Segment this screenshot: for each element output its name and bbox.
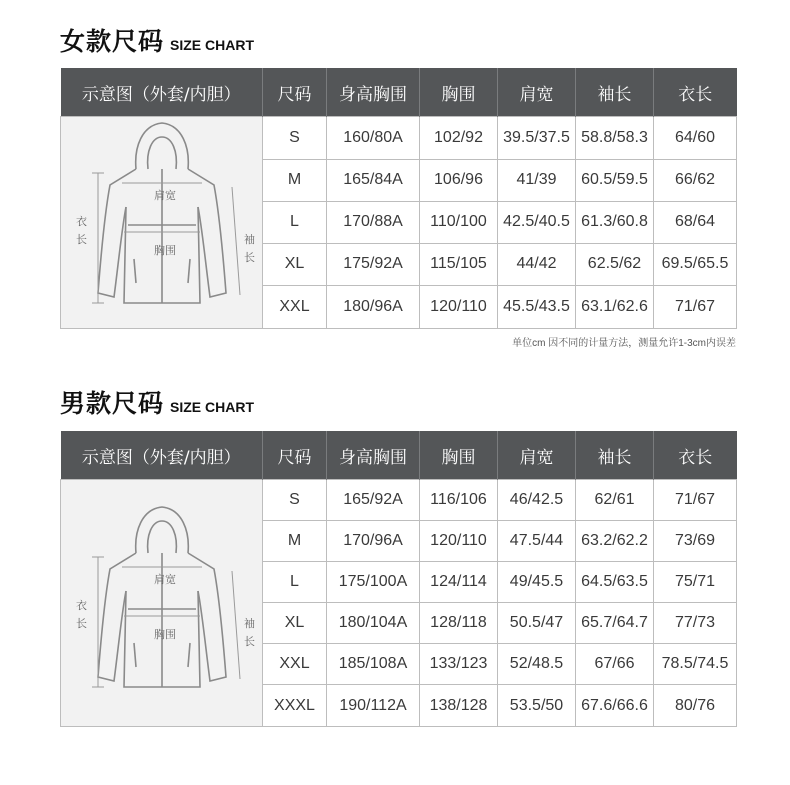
cell-height-chest: 165/84A [327, 160, 420, 202]
header-diagram: 示意图（外套/内胆） [61, 68, 263, 117]
cell-height-chest: 170/96A [327, 521, 420, 562]
header-height-chest: 身高胸围 [327, 68, 420, 117]
cell-chest: 120/110 [420, 521, 498, 562]
cell-sleeve: 63.1/62.6 [576, 285, 654, 328]
diagram-label-length-1: 衣 [75, 598, 87, 612]
header-chest: 胸围 [420, 68, 498, 117]
diagram-label-chest: 胸围 [153, 244, 176, 257]
men-size-chart-title [60, 384, 254, 420]
cell-length: 66/62 [654, 160, 737, 202]
men-title-en: SIZE CHART [170, 399, 255, 415]
table-row [61, 480, 737, 521]
header-shoulder: 肩宽 [498, 68, 576, 117]
cell-shoulder: 47.5/44 [498, 521, 576, 562]
cell-length: 78.5/74.5 [654, 644, 737, 685]
cell-size: S [263, 117, 327, 160]
cell-chest: 138/128 [420, 685, 498, 727]
cell-length: 64/60 [654, 117, 737, 160]
cell-height-chest: 175/100A [327, 562, 420, 603]
cell-chest: 128/118 [420, 603, 498, 644]
diagram-label-shoulder: 肩宽 [153, 572, 176, 586]
women-size-chart-title [60, 22, 254, 58]
cell-size: S [263, 480, 327, 521]
women-title-en: SIZE CHART [170, 37, 255, 53]
cell-size: L [263, 201, 327, 243]
cell-shoulder: 41/39 [498, 160, 576, 202]
cell-chest: 115/105 [420, 243, 498, 285]
cell-sleeve: 64.5/63.5 [576, 562, 654, 603]
cell-height-chest: 165/92A [327, 480, 420, 521]
cell-size: XXL [263, 644, 327, 685]
cell-size: XXL [263, 285, 327, 328]
cell-shoulder: 49/45.5 [498, 562, 576, 603]
cell-shoulder: 42.5/40.5 [498, 201, 576, 243]
diagram-label-sleeve-1: 袖 [243, 616, 255, 630]
table-row [61, 117, 737, 160]
cell-sleeve: 67/66 [576, 644, 654, 685]
cell-length: 75/71 [654, 562, 737, 603]
cell-chest: 102/92 [420, 117, 498, 160]
cell-sleeve: 67.6/66.6 [576, 685, 654, 727]
header-sleeve: 袖长 [576, 68, 654, 117]
cell-length: 68/64 [654, 201, 737, 243]
header-size: 尺码 [263, 431, 327, 480]
cell-length: 71/67 [654, 480, 737, 521]
cell-sleeve: 58.8/58.3 [576, 117, 654, 160]
cell-sleeve: 65.7/64.7 [576, 603, 654, 644]
cell-chest: 124/114 [420, 562, 498, 603]
men-table-header [61, 431, 737, 480]
cell-sleeve: 62.5/62 [576, 243, 654, 285]
jacket-diagram [62, 481, 262, 721]
cell-sleeve: 61.3/60.8 [576, 201, 654, 243]
cell-length: 80/76 [654, 685, 737, 727]
header-height-chest: 身高胸围 [327, 431, 420, 480]
cell-height-chest: 160/80A [327, 117, 420, 160]
cell-size: M [263, 521, 327, 562]
cell-size: XL [263, 603, 327, 644]
cell-size: XXXL [263, 685, 327, 727]
jacket-diagram-cell [61, 117, 263, 329]
jacket-diagram-cell [61, 480, 263, 727]
cell-shoulder: 39.5/37.5 [498, 117, 576, 160]
cell-length: 73/69 [654, 521, 737, 562]
cell-chest: 106/96 [420, 160, 498, 202]
men-title-zh: 男款尺码 [60, 389, 165, 418]
cell-size: XL [263, 243, 327, 285]
cell-sleeve: 62/61 [576, 480, 654, 521]
diagram-label-length-2: 长 [75, 233, 87, 246]
cell-shoulder: 52/48.5 [498, 644, 576, 685]
header-size: 尺码 [263, 68, 327, 117]
header-chest: 胸围 [420, 431, 498, 480]
cell-length: 71/67 [654, 285, 737, 328]
cell-size: M [263, 160, 327, 202]
cell-chest: 120/110 [420, 285, 498, 328]
header-length: 衣长 [654, 431, 737, 480]
cell-height-chest: 180/96A [327, 285, 420, 328]
diagram-label-shoulder: 肩宽 [153, 189, 176, 202]
women-size-table [60, 68, 737, 329]
cell-height-chest: 180/104A [327, 603, 420, 644]
cell-sleeve: 60.5/59.5 [576, 160, 654, 202]
cell-chest: 116/106 [420, 480, 498, 521]
diagram-label-length-2: 长 [75, 616, 87, 630]
header-shoulder: 肩宽 [498, 431, 576, 480]
cell-height-chest: 185/108A [327, 644, 420, 685]
cell-shoulder: 44/42 [498, 243, 576, 285]
header-sleeve: 袖长 [576, 431, 654, 480]
cell-shoulder: 53.5/50 [498, 685, 576, 727]
diagram-label-length-1: 衣 [75, 215, 87, 228]
cell-height-chest: 175/92A [327, 243, 420, 285]
diagram-label-sleeve-1: 袖 [243, 233, 255, 246]
cell-height-chest: 170/88A [327, 201, 420, 243]
cell-length: 77/73 [654, 603, 737, 644]
diagram-label-chest: 胸围 [153, 627, 176, 641]
cell-shoulder: 50.5/47 [498, 603, 576, 644]
cell-shoulder: 45.5/43.5 [498, 285, 576, 328]
cell-size: L [263, 562, 327, 603]
diagram-label-sleeve-2: 长 [243, 634, 255, 648]
men-size-table [60, 431, 737, 727]
header-diagram: 示意图（外套/内胆） [61, 431, 263, 480]
cell-height-chest: 190/112A [327, 685, 420, 727]
diagram-label-sleeve-2: 长 [243, 251, 255, 264]
cell-length: 69.5/65.5 [654, 243, 737, 285]
cell-shoulder: 46/42.5 [498, 480, 576, 521]
women-table-header [61, 68, 737, 117]
header-length: 衣长 [654, 68, 737, 117]
cell-sleeve: 63.2/62.2 [576, 521, 654, 562]
women-title-zh: 女款尺码 [60, 27, 165, 56]
cell-chest: 110/100 [420, 201, 498, 243]
jacket-diagram [62, 117, 262, 323]
measurement-note: 单位cm 因不同的计量方法，测量允许1-3cm内误差 [512, 338, 736, 349]
cell-chest: 133/123 [420, 644, 498, 685]
